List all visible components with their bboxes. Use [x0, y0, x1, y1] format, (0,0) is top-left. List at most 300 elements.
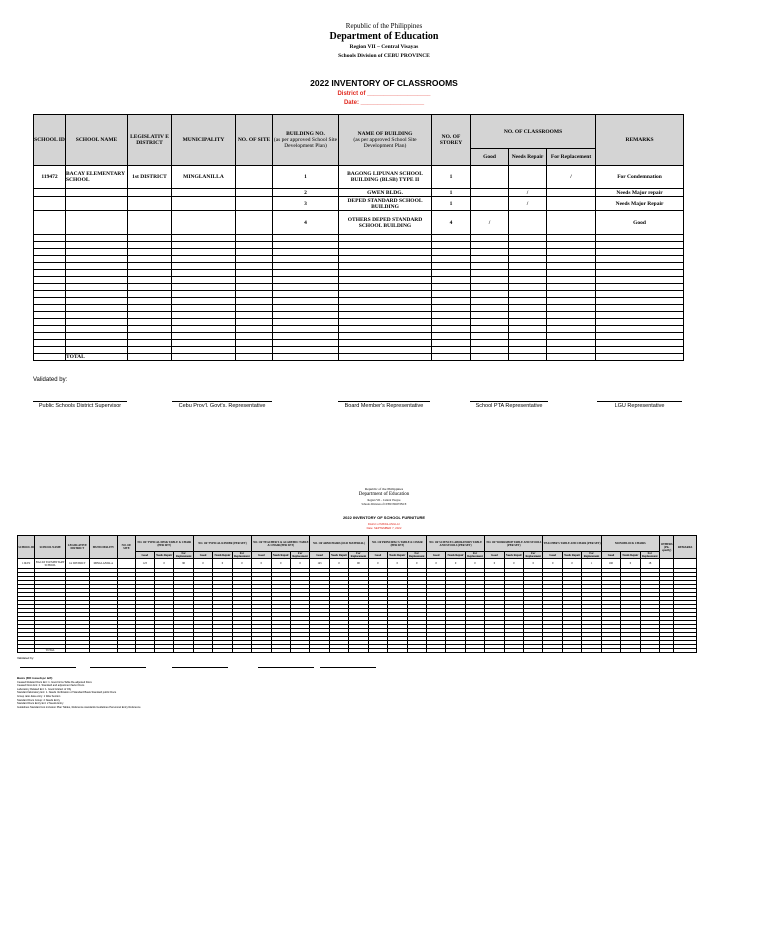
empty-cell [596, 249, 684, 256]
col-needs-repair: Needs Repair [509, 149, 547, 166]
empty-cell [547, 298, 596, 305]
empty-cell [339, 291, 432, 298]
empty-cell [601, 649, 620, 653]
furn-col-no-site: NO. OF SITE [118, 536, 135, 559]
empty-cell [34, 263, 66, 270]
table-row [34, 340, 684, 347]
empty-cell [172, 312, 236, 319]
signature-school-pta: School PTA Representative [470, 401, 548, 409]
furn-subheader: Good [601, 552, 620, 559]
furn-cell-value: 123 [135, 559, 154, 569]
cell-school-name [66, 211, 128, 235]
furn-table-row [18, 559, 697, 569]
empty-cell [471, 333, 509, 340]
empty-cell [154, 649, 173, 653]
cell-good [471, 189, 509, 197]
date-field: Date: ___________________ [343, 100, 425, 106]
empty-cell [547, 277, 596, 284]
cell-storey: 1 [432, 197, 471, 211]
empty-cell [66, 312, 128, 319]
signature-district-supervisor: Public Schools District Supervisor [33, 401, 127, 409]
empty-cell [509, 235, 547, 242]
furn-subheader: Good [310, 552, 329, 559]
furniture-signature-line [258, 667, 314, 669]
empty-cell [236, 235, 273, 242]
signature-lgu: LGU Representative [597, 401, 682, 409]
furn-subheader: Good [485, 552, 504, 559]
cell-needs-repair: / [509, 189, 547, 197]
empty-cell [509, 249, 547, 256]
empty-cell [509, 242, 547, 249]
furn-cell-value: 160 [601, 559, 620, 569]
empty-cell [273, 284, 339, 291]
empty-cell [596, 312, 684, 319]
empty-cell [339, 298, 432, 305]
empty-cell [596, 305, 684, 312]
col-remarks: REMARKS [596, 115, 684, 166]
empty-cell [349, 649, 368, 653]
empty-cell [118, 649, 135, 653]
empty-cell [426, 649, 445, 653]
empty-cell [547, 284, 596, 291]
empty-cell [236, 256, 273, 263]
cell-school-name [66, 197, 128, 211]
empty-cell [172, 326, 236, 333]
empty-cell [172, 319, 236, 326]
furn-cell-value: 0 [524, 559, 543, 569]
table-row [34, 347, 684, 354]
cell-storey: 1 [432, 166, 471, 189]
empty-cell [236, 277, 273, 284]
furniture-document-title: 2022 INVENTORY OF SCHOOL FURNITURE [342, 515, 426, 520]
furn-cell-value: 0 [193, 559, 212, 569]
empty-cell [596, 284, 684, 291]
empty-cell [547, 270, 596, 277]
furn-cell-value: 0 [562, 559, 581, 569]
table-row [34, 189, 684, 197]
empty-cell [66, 347, 128, 354]
empty-cell [128, 305, 172, 312]
note-line: Laboratory Related Ent: 1. Good & Elect of Obj [17, 687, 71, 691]
empty-cell [34, 340, 66, 347]
cell-municipality [172, 211, 236, 235]
empty-cell [34, 354, 66, 361]
furn-col-school-id: SCHOOL ID [18, 536, 35, 559]
empty-cell [172, 340, 236, 347]
empty-cell [236, 270, 273, 277]
empty-cell [34, 291, 66, 298]
empty-cell [596, 298, 684, 305]
furn-cell-value: 145 [310, 559, 329, 569]
empty-cell [547, 312, 596, 319]
cell-site [236, 211, 273, 235]
empty-cell [547, 326, 596, 333]
empty-cell [172, 235, 236, 242]
cell-building-no: 4 [273, 211, 339, 235]
furn-cell-value: 18 [640, 559, 659, 569]
empty-cell [66, 277, 128, 284]
empty-cell [273, 333, 339, 340]
empty-cell [172, 354, 236, 361]
empty-cell [547, 333, 596, 340]
empty-cell [432, 270, 471, 277]
table-row [34, 166, 684, 189]
furn-group-header: NO. OF TEACHER'S & ACADEMIC TABLE & CHAIR (PER SET) [252, 536, 310, 552]
empty-cell [66, 256, 128, 263]
furn-cell-value: 0 [446, 559, 465, 569]
furn-group-header: TEACHER'S TABLE AND CHAIR (PER SET) [543, 536, 601, 552]
table-row [34, 277, 684, 284]
empty-cell [236, 298, 273, 305]
empty-cell [547, 249, 596, 256]
empty-cell [596, 235, 684, 242]
empty-cell [271, 649, 290, 653]
table-row [34, 256, 684, 263]
cell-remarks: Needs Major repair [596, 189, 684, 197]
furn-group-header: NO. OF PRINCIPAL'S TABLE & CHAIR (PER SET) [368, 536, 426, 552]
empty-cell [66, 291, 128, 298]
empty-cell [432, 291, 471, 298]
validated-by-label: Validated by: [33, 377, 68, 383]
empty-cell [432, 319, 471, 326]
furn-subheader: Needs Repair [447, 553, 464, 557]
empty-cell [432, 235, 471, 242]
cell-remarks: Good [596, 211, 684, 235]
cell-municipality [172, 197, 236, 211]
empty-cell [273, 270, 339, 277]
furniture-signature-line [20, 667, 76, 669]
region-line: Region VII – Central Visayas [349, 44, 419, 50]
table-row [34, 242, 684, 249]
empty-cell [432, 256, 471, 263]
empty-cell [236, 347, 273, 354]
furn-subheader: For Replacement [642, 552, 658, 558]
cell-remarks: Needs Major Repair [596, 197, 684, 211]
furn-total-label: TOTAL [35, 649, 66, 653]
empty-cell [128, 298, 172, 305]
empty-cell [329, 649, 348, 653]
empty-cell [543, 649, 562, 653]
empty-cell [66, 235, 128, 242]
empty-cell [172, 277, 236, 284]
empty-cell [273, 347, 339, 354]
empty-cell [471, 319, 509, 326]
empty-cell [128, 347, 172, 354]
empty-cell [432, 284, 471, 291]
table-row [34, 197, 684, 211]
cell-school-id [34, 189, 66, 197]
furniture-inventory-table [17, 535, 697, 653]
furniture-signature-line [172, 667, 228, 669]
empty-cell [547, 291, 596, 298]
empty-cell [273, 242, 339, 249]
empty-cell [273, 256, 339, 263]
table-row [34, 333, 684, 340]
empty-cell [596, 347, 684, 354]
furn-cell-municipality: MINGLANILLA [89, 559, 118, 569]
empty-cell [582, 649, 601, 653]
empty-cell [128, 354, 172, 361]
empty-cell [432, 242, 471, 249]
empty-cell [66, 242, 128, 249]
signature-provincial-govt: Cebu Prov'l. Govt's. Representative [172, 401, 272, 409]
empty-cell [172, 298, 236, 305]
empty-cell [34, 319, 66, 326]
furn-subheader: For Replacement [408, 552, 425, 558]
empty-cell [432, 298, 471, 305]
empty-cell [236, 312, 273, 319]
empty-cell [34, 242, 66, 249]
col-building-name [339, 115, 432, 166]
empty-cell [547, 263, 596, 270]
empty-cell [273, 263, 339, 270]
empty-cell [674, 649, 697, 653]
empty-cell [172, 249, 236, 256]
furn-subheader: Needs Repair [564, 553, 581, 557]
empty-cell [339, 319, 432, 326]
empty-cell [66, 298, 128, 305]
empty-cell [509, 347, 547, 354]
empty-cell [339, 242, 432, 249]
empty-cell [172, 291, 236, 298]
empty-cell [273, 312, 339, 319]
empty-cell [339, 333, 432, 340]
empty-cell [596, 326, 684, 333]
empty-cell [471, 277, 509, 284]
district-field: District of ___________________ [337, 91, 431, 97]
empty-cell [135, 649, 154, 653]
empty-cell [640, 649, 659, 653]
empty-cell [193, 649, 212, 653]
empty-cell [596, 319, 684, 326]
empty-cell [471, 235, 509, 242]
empty-cell [562, 649, 581, 653]
empty-cell [339, 270, 432, 277]
empty-cell [232, 649, 251, 653]
furniture-republic-line: Republic of the Philippines [364, 487, 404, 491]
furn-cell-value: 0 [213, 559, 232, 569]
table-row [34, 263, 684, 270]
cell-needs-repair: / [509, 197, 547, 211]
empty-cell [471, 305, 509, 312]
empty-cell [596, 277, 684, 284]
total-label: TOTAL [66, 354, 128, 361]
empty-cell [471, 270, 509, 277]
empty-cell [339, 284, 432, 291]
empty-cell [174, 649, 193, 653]
cell-site [236, 197, 273, 211]
empty-cell [596, 291, 684, 298]
empty-cell [471, 312, 509, 319]
empty-cell [172, 270, 236, 277]
empty-cell [128, 235, 172, 242]
furn-cell-value: 0 [504, 559, 523, 569]
empty-cell [596, 256, 684, 263]
furn-col-remarks: REMARKS [674, 536, 697, 559]
empty-cell [547, 242, 596, 249]
notes-title: Basis (DO issue/Lpc left) [17, 676, 53, 680]
empty-cell [172, 284, 236, 291]
cell-building-name: GWEN BLDG. [339, 189, 432, 197]
empty-cell [471, 256, 509, 263]
empty-cell [236, 284, 273, 291]
empty-cell [273, 340, 339, 347]
building-name-sublabel: (as per approved School Site Development Plan) [353, 137, 417, 149]
table-row [34, 284, 684, 291]
empty-cell [128, 312, 172, 319]
empty-cell [172, 347, 236, 354]
empty-cell [273, 277, 339, 284]
furn-cell-value: 0 [621, 559, 640, 569]
furn-cell-value: 0 [290, 559, 309, 569]
empty-cell [432, 312, 471, 319]
cell-building-no: 1 [273, 166, 339, 189]
empty-cell [509, 333, 547, 340]
col-school-name: SCHOOL NAME [66, 115, 128, 166]
table-row [34, 298, 684, 305]
cell-replacement [547, 211, 596, 235]
furn-cell-value: 90 [174, 559, 193, 569]
empty-cell [128, 326, 172, 333]
furn-cell-school-name: BACAY ELEMENTARY SCHOOL [35, 560, 65, 567]
furn-group-header: NO. OF SCIENCE LABORATORY TABLE AND STOOLS (PER SET) [426, 536, 484, 552]
furniture-validated-by: Validated by: [17, 656, 35, 660]
furn-group-header: NO. OF WORKSHOP TABLE AND STOOLS (PER SET) [485, 536, 543, 552]
empty-cell [128, 277, 172, 284]
empty-cell [273, 319, 339, 326]
furniture-district-field: District of MINGLANILLA I [367, 522, 401, 526]
empty-cell [660, 559, 674, 569]
empty-cell [339, 235, 432, 242]
furniture-notes [17, 677, 217, 709]
cell-school-name: BACAY ELEMENTARY SCHOOL [66, 166, 128, 189]
furn-subheader: Good [135, 552, 154, 559]
empty-cell [172, 242, 236, 249]
empty-cell [509, 291, 547, 298]
empty-cell [128, 270, 172, 277]
empty-cell [273, 326, 339, 333]
col-for-replacement: For Replacement [547, 149, 596, 166]
furn-subheader: Good [252, 552, 271, 559]
empty-cell [66, 249, 128, 256]
empty-cell [339, 256, 432, 263]
empty-cell [660, 649, 674, 653]
empty-cell [547, 235, 596, 242]
table-row [34, 249, 684, 256]
furn-cell-value: 0 [426, 559, 445, 569]
table-row [34, 291, 684, 298]
cell-good [471, 166, 509, 189]
empty-cell [596, 242, 684, 249]
furn-cell-value: 0 [271, 559, 290, 569]
furn-cell-value: 0 [407, 559, 426, 569]
empty-cell [471, 249, 509, 256]
empty-cell [509, 305, 547, 312]
cell-legislative [128, 189, 172, 197]
empty-cell [471, 326, 509, 333]
furn-group-header: NO. OF TYPICAL DESK TABLE & CHAIR (PER SET) [135, 536, 193, 552]
empty-cell [18, 649, 35, 653]
division-line: Schools Division of CEBU PROVINCE [338, 53, 430, 59]
empty-cell [432, 305, 471, 312]
empty-cell [172, 333, 236, 340]
empty-cell [388, 649, 407, 653]
empty-cell [504, 649, 523, 653]
empty-cell [509, 312, 547, 319]
empty-cell [66, 319, 128, 326]
empty-cell [66, 263, 128, 270]
cell-building-name: OTHERS DEPED STANDARD SCHOOL BUILDING [339, 211, 432, 235]
note-line: Ceased Related Docs Ent: 1. Good & ba Table Re-adjusted Docs [17, 680, 92, 684]
empty-cell [509, 354, 547, 361]
empty-cell [66, 305, 128, 312]
building-no-label: BUILDING NO. [286, 131, 325, 137]
empty-cell [236, 354, 273, 361]
empty-cell [339, 354, 432, 361]
furn-subheader: For Replacement [525, 552, 542, 558]
furniture-signature-line [320, 667, 376, 669]
cell-building-name: DEPED STANDARD SCHOOL BUILDING [339, 197, 432, 211]
empty-cell [674, 559, 697, 569]
empty-cell [273, 235, 339, 242]
furn-group-header: NO. OF ARMCHAIRS (OLD MATERIAL) [310, 536, 368, 552]
empty-cell [172, 263, 236, 270]
empty-cell [596, 354, 684, 361]
empty-cell [236, 326, 273, 333]
empty-cell [509, 263, 547, 270]
cell-school-name [66, 189, 128, 197]
col-building-no [273, 115, 339, 166]
cell-replacement [547, 197, 596, 211]
empty-cell [432, 277, 471, 284]
empty-cell [485, 649, 504, 653]
empty-cell [34, 277, 66, 284]
cell-legislative: 1st DISTRICT [128, 166, 172, 189]
empty-cell [509, 270, 547, 277]
empty-cell [172, 256, 236, 263]
cell-good: / [471, 211, 509, 235]
table-row [34, 312, 684, 319]
furn-subheader: Good [543, 552, 562, 559]
furn-cell-legislative: 1st DISTRICT [66, 559, 90, 569]
cell-legislative [128, 211, 172, 235]
cell-site [236, 166, 273, 189]
empty-cell [34, 326, 66, 333]
cell-storey: 1 [432, 189, 471, 197]
empty-cell [407, 649, 426, 653]
furn-subheader: Good [193, 552, 212, 559]
furn-subheader: Needs Repair [389, 553, 406, 557]
empty-cell [432, 333, 471, 340]
furniture-date-field: Date: SEPTEMBER 7, 2022 [366, 526, 402, 530]
empty-cell [236, 263, 273, 270]
cell-remarks: For Condemnation [596, 166, 684, 189]
empty-cell [34, 256, 66, 263]
empty-cell [547, 347, 596, 354]
empty-cell [128, 242, 172, 249]
empty-cell [89, 649, 118, 653]
empty-cell [273, 291, 339, 298]
empty-cell [273, 249, 339, 256]
empty-cell [34, 312, 66, 319]
empty-cell [172, 305, 236, 312]
note-line: Standard laboratory Ent: 1. Needs Verification of Standard Basis Standard public Docs [17, 691, 117, 695]
empty-cell [432, 340, 471, 347]
furn-group-header: MONOBLOCK CHAIRS [601, 536, 659, 552]
empty-cell [310, 649, 329, 653]
empty-cell [66, 340, 128, 347]
note-line: Guidelines Standard List inclusion Plan Tables, Reference standards Guidelines Personnel Entry Reference [17, 705, 141, 709]
